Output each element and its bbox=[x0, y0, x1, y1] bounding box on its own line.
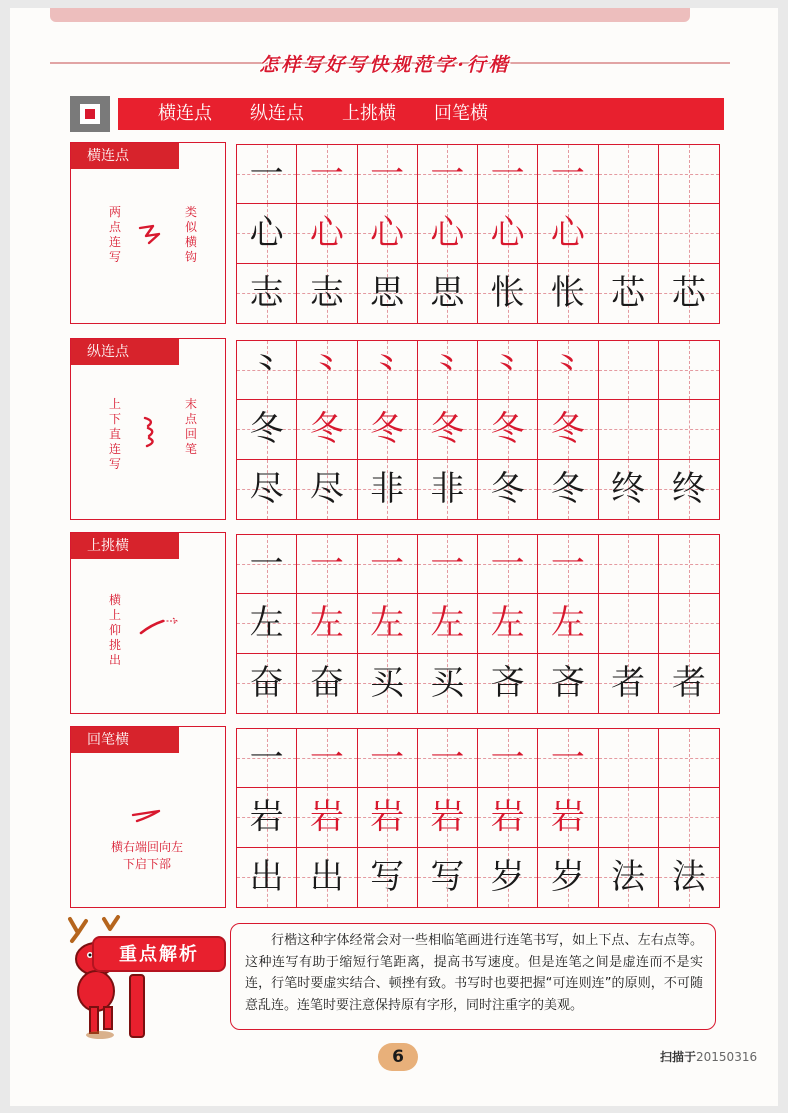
analysis-text: 行楷这种字体经常会对一些相临笔画进行连笔书写，如上下点、左右点等。这种连写有助于缩短行笔距离，提高书写速度。但是连笔之间是虚连而不是实连，行笔时要虚实结合、顿挫有致。书写时也要把握“可连则连”的原则，不可随意乱连。连笔时要注意保持原有字形，同时注重字的美观。 bbox=[230, 923, 716, 1030]
grid-cell bbox=[599, 145, 659, 204]
char-trace: 左 bbox=[550, 603, 585, 644]
grid-cell bbox=[538, 341, 598, 400]
grid-cell bbox=[478, 145, 538, 204]
char-example: 非 bbox=[430, 469, 465, 510]
grid-cell bbox=[418, 204, 478, 263]
panel-tab: 纵连点 bbox=[71, 339, 179, 365]
panel-left-note: 上下直连写 bbox=[108, 397, 121, 471]
grid-cell bbox=[358, 594, 418, 653]
char-example: 岁 bbox=[550, 857, 585, 898]
grid-cell bbox=[478, 848, 538, 907]
grid-cell bbox=[478, 729, 538, 788]
grid-cell bbox=[358, 535, 418, 594]
grid-cell bbox=[418, 264, 478, 323]
grid-cell bbox=[237, 654, 297, 713]
page-number: 6 bbox=[378, 1043, 418, 1071]
char-example: 冬 bbox=[550, 469, 585, 510]
char-example: 怅 bbox=[550, 273, 585, 314]
grid-cell bbox=[599, 729, 659, 788]
grid-cell bbox=[297, 341, 357, 400]
char-trace: 一 bbox=[370, 544, 405, 585]
char-example: 冬 bbox=[490, 469, 525, 510]
grid-cell bbox=[418, 400, 478, 459]
char-example: 怅 bbox=[490, 273, 525, 314]
grid-cell bbox=[297, 535, 357, 594]
char-model: 左 bbox=[249, 603, 284, 644]
grid-cell bbox=[358, 341, 418, 400]
char-example: 志 bbox=[309, 273, 344, 314]
grid-cell bbox=[659, 729, 719, 788]
grid-cell bbox=[478, 341, 538, 400]
char-example: 法 bbox=[671, 857, 706, 898]
char-trace: 岩 bbox=[550, 797, 585, 838]
grid-cell bbox=[538, 460, 598, 519]
grid-cell bbox=[418, 460, 478, 519]
section-topic: 纵连点 bbox=[250, 103, 304, 124]
char-example: 奋 bbox=[249, 663, 284, 704]
section-topic: 上挑横 bbox=[342, 103, 396, 124]
char-trace: 左 bbox=[490, 603, 525, 644]
panel-tab: 上挑横 bbox=[71, 533, 179, 559]
stroke-panel bbox=[70, 338, 226, 520]
practice-grid bbox=[236, 534, 720, 714]
grid-cell bbox=[237, 788, 297, 847]
panel-right-note: 类似横钩 bbox=[184, 205, 197, 264]
char-example: 志 bbox=[249, 273, 284, 314]
char-trace: 一 bbox=[550, 154, 585, 195]
grid-cell bbox=[659, 535, 719, 594]
char-example: 法 bbox=[611, 857, 646, 898]
char-example: 写 bbox=[370, 857, 405, 898]
char-trace: 冬 bbox=[550, 409, 585, 450]
grid-cell bbox=[538, 594, 598, 653]
grid-cell bbox=[478, 535, 538, 594]
grid-cell bbox=[358, 848, 418, 907]
grid-cell bbox=[599, 594, 659, 653]
char-example: 尽 bbox=[249, 469, 284, 510]
char-trace: ⺀ bbox=[370, 350, 405, 391]
grid-cell bbox=[538, 788, 598, 847]
panel-right-note: 末点回笔 bbox=[184, 397, 197, 456]
grid-cell bbox=[358, 264, 418, 323]
grid-cell bbox=[297, 460, 357, 519]
grid-cell bbox=[297, 264, 357, 323]
grid-cell bbox=[478, 654, 538, 713]
grid-cell bbox=[538, 729, 598, 788]
char-example: 奋 bbox=[309, 663, 344, 704]
grid-cell bbox=[358, 145, 418, 204]
grid-cell bbox=[237, 264, 297, 323]
scan-label: 扫描于 bbox=[660, 1050, 697, 1064]
grid-cell bbox=[418, 341, 478, 400]
char-model: 一 bbox=[249, 544, 284, 585]
grid-cell bbox=[358, 460, 418, 519]
panel-left-note: 两点连写 bbox=[108, 205, 121, 264]
char-trace: 心 bbox=[550, 213, 585, 254]
grid-cell bbox=[538, 264, 598, 323]
scan-date: 20150316 bbox=[696, 1050, 758, 1064]
char-example: 者 bbox=[611, 663, 646, 704]
char-trace: 岩 bbox=[370, 797, 405, 838]
char-example: 买 bbox=[430, 663, 465, 704]
grid-cell bbox=[599, 788, 659, 847]
char-example: 写 bbox=[430, 857, 465, 898]
grid-cell bbox=[599, 654, 659, 713]
grid-cell bbox=[659, 788, 719, 847]
char-trace: ⺀ bbox=[550, 350, 585, 391]
grid-cell bbox=[599, 535, 659, 594]
char-trace: 一 bbox=[490, 544, 525, 585]
grid-cell bbox=[237, 341, 297, 400]
grid-cell bbox=[297, 654, 357, 713]
char-trace: 左 bbox=[370, 603, 405, 644]
grid-cell bbox=[237, 848, 297, 907]
section-topic: 回笔横 bbox=[434, 103, 488, 124]
char-trace: 心 bbox=[309, 213, 344, 254]
grid-cell bbox=[659, 654, 719, 713]
char-example: 吝 bbox=[490, 663, 525, 704]
grid-cell bbox=[358, 788, 418, 847]
char-example: 出 bbox=[309, 857, 344, 898]
practice-grid bbox=[236, 728, 720, 908]
grid-cell bbox=[659, 341, 719, 400]
grid-cell bbox=[297, 848, 357, 907]
analysis-badge: 重点解析 bbox=[92, 936, 226, 972]
char-trace: 左 bbox=[309, 603, 344, 644]
grid-cell bbox=[478, 400, 538, 459]
grid-cell bbox=[297, 400, 357, 459]
grid-cell bbox=[478, 460, 538, 519]
char-example: 者 bbox=[671, 663, 706, 704]
char-trace: 一 bbox=[430, 154, 465, 195]
char-trace: 岩 bbox=[309, 797, 344, 838]
grid-cell bbox=[237, 594, 297, 653]
char-trace: 左 bbox=[430, 603, 465, 644]
char-example: 终 bbox=[611, 469, 646, 510]
char-trace: 冬 bbox=[490, 409, 525, 450]
grid-cell bbox=[478, 788, 538, 847]
stroke-demo-icon bbox=[129, 807, 165, 825]
grid-cell bbox=[599, 204, 659, 263]
char-example: 芯 bbox=[611, 273, 646, 314]
char-trace: 一 bbox=[370, 154, 405, 195]
char-model: 岩 bbox=[249, 797, 284, 838]
grid-cell bbox=[599, 264, 659, 323]
grid-cell bbox=[659, 264, 719, 323]
panel-left-note: 横上仰挑出 bbox=[108, 593, 121, 667]
char-trace: 冬 bbox=[309, 409, 344, 450]
grid-cell bbox=[237, 535, 297, 594]
char-model: 冬 bbox=[249, 409, 284, 450]
char-example: 芯 bbox=[671, 273, 706, 314]
char-trace: 一 bbox=[550, 544, 585, 585]
grid-cell bbox=[599, 341, 659, 400]
grid-cell bbox=[538, 654, 598, 713]
panel-tab: 回笔横 bbox=[71, 727, 179, 753]
book-title: 怎样写好写快规范字·行楷 bbox=[259, 54, 511, 76]
grid-cell bbox=[538, 535, 598, 594]
grid-cell bbox=[237, 400, 297, 459]
char-trace: 冬 bbox=[370, 409, 405, 450]
char-example: 非 bbox=[370, 469, 405, 510]
grid-cell bbox=[599, 848, 659, 907]
grid-cell bbox=[538, 400, 598, 459]
grid-cell bbox=[599, 400, 659, 459]
char-trace: 一 bbox=[309, 544, 344, 585]
char-example: 买 bbox=[370, 663, 405, 704]
char-example: 终 bbox=[671, 469, 706, 510]
char-model: 一 bbox=[249, 738, 284, 779]
top-decor-strip bbox=[50, 8, 690, 22]
grid-cell bbox=[659, 145, 719, 204]
grid-cell bbox=[418, 594, 478, 653]
grid-cell bbox=[478, 204, 538, 263]
char-example: 思 bbox=[370, 273, 405, 314]
practice-grid bbox=[236, 144, 720, 324]
char-trace: 岩 bbox=[490, 797, 525, 838]
grid-cell bbox=[418, 145, 478, 204]
char-trace: ⺀ bbox=[490, 350, 525, 391]
grid-cell bbox=[418, 535, 478, 594]
grid-cell bbox=[358, 654, 418, 713]
grid-cell bbox=[478, 264, 538, 323]
char-trace: 岩 bbox=[430, 797, 465, 838]
stroke-demo-icon bbox=[137, 223, 165, 247]
grid-cell bbox=[297, 204, 357, 263]
grid-cell bbox=[418, 654, 478, 713]
grid-cell bbox=[538, 848, 598, 907]
grid-cell bbox=[297, 729, 357, 788]
grid-cell bbox=[358, 400, 418, 459]
panel-bottom-note: 横右端回向左下启下部 bbox=[111, 840, 184, 871]
grid-cell bbox=[237, 145, 297, 204]
grid-cell bbox=[297, 594, 357, 653]
grid-cell bbox=[237, 460, 297, 519]
scan-stamp bbox=[660, 1048, 757, 1065]
char-model: 一 bbox=[249, 154, 284, 195]
char-example: 出 bbox=[249, 857, 284, 898]
grid-cell bbox=[659, 460, 719, 519]
char-trace: 一 bbox=[309, 154, 344, 195]
grid-cell bbox=[418, 729, 478, 788]
char-example: 尽 bbox=[309, 469, 344, 510]
stroke-demo-icon bbox=[141, 415, 161, 449]
char-trace: ⺀ bbox=[309, 350, 344, 391]
char-trace: 一 bbox=[490, 154, 525, 195]
char-trace: 一 bbox=[370, 738, 405, 779]
char-trace: 心 bbox=[370, 213, 405, 254]
grid-cell bbox=[599, 460, 659, 519]
char-trace: 一 bbox=[430, 544, 465, 585]
grid-cell bbox=[297, 788, 357, 847]
char-trace: 心 bbox=[430, 213, 465, 254]
char-trace: 心 bbox=[490, 213, 525, 254]
stroke-panel bbox=[70, 726, 226, 908]
grid-cell bbox=[358, 729, 418, 788]
char-example: 吝 bbox=[550, 663, 585, 704]
panel-tab: 横连点 bbox=[71, 143, 179, 169]
char-model: 心 bbox=[249, 213, 284, 254]
grid-cell bbox=[418, 848, 478, 907]
stroke-demo-icon bbox=[137, 617, 181, 637]
practice-grid bbox=[236, 340, 720, 520]
char-trace: 一 bbox=[430, 738, 465, 779]
grid-cell bbox=[237, 729, 297, 788]
grid-cell bbox=[659, 204, 719, 263]
grid-cell bbox=[418, 788, 478, 847]
grid-cell bbox=[297, 145, 357, 204]
grid-cell bbox=[659, 400, 719, 459]
char-trace: 一 bbox=[309, 738, 344, 779]
grid-cell bbox=[478, 594, 538, 653]
reindeer-mascot-icon bbox=[60, 915, 170, 1045]
char-model: ⺀ bbox=[249, 350, 284, 391]
char-example: 思 bbox=[430, 273, 465, 314]
section-header bbox=[118, 98, 724, 130]
stroke-panel bbox=[70, 532, 226, 714]
grid-cell bbox=[659, 594, 719, 653]
stroke-panel bbox=[70, 142, 226, 324]
grid-cell bbox=[538, 204, 598, 263]
grid-cell bbox=[659, 848, 719, 907]
char-trace: 冬 bbox=[430, 409, 465, 450]
grid-cell bbox=[237, 204, 297, 263]
section-marker-icon bbox=[70, 96, 110, 132]
grid-cell bbox=[358, 204, 418, 263]
char-trace: 一 bbox=[550, 738, 585, 779]
char-example: 岁 bbox=[490, 857, 525, 898]
grid-cell bbox=[538, 145, 598, 204]
char-trace: ⺀ bbox=[430, 350, 465, 391]
char-trace: 一 bbox=[490, 738, 525, 779]
section-topic: 横连点 bbox=[158, 103, 212, 124]
